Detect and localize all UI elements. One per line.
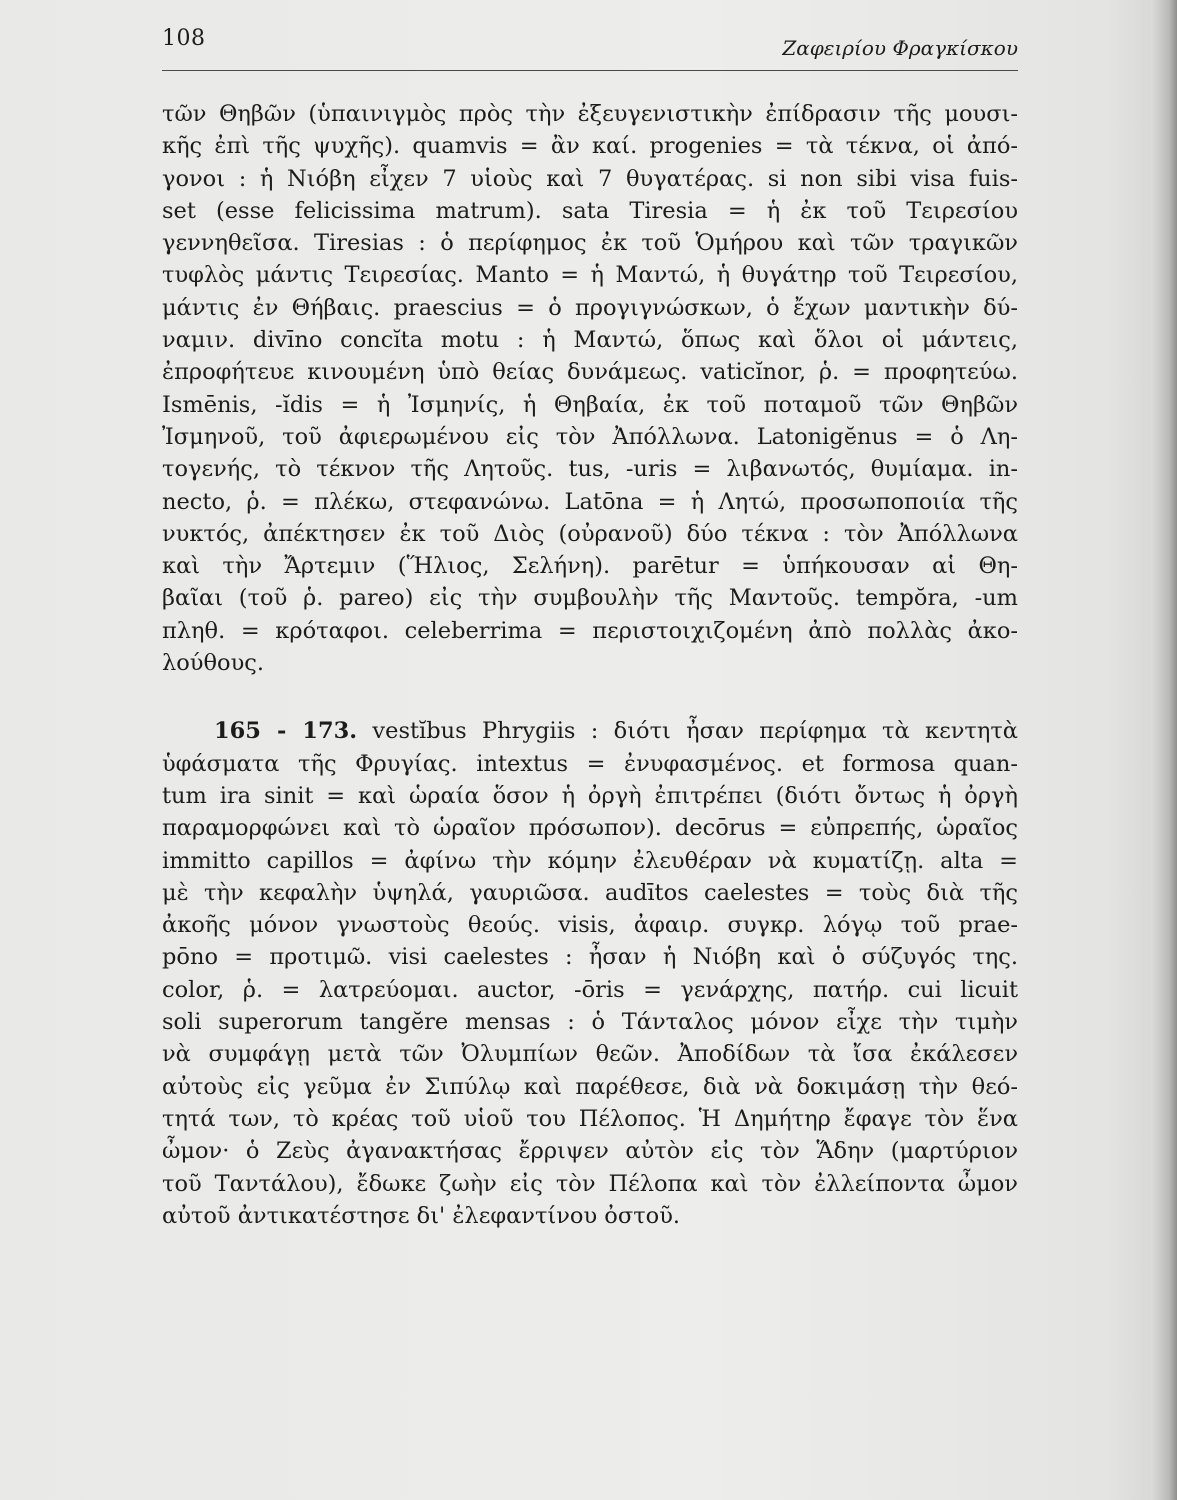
section-number: 165 - 173. <box>214 718 358 745</box>
text-line: γονοι : ἡ Νιόβη εἶχεν 7 υἱοὺς καὶ 7 θυγατέρας. si non sibi visa fuis- <box>162 165 1018 192</box>
text-line: κῆς ἐπὶ τῆς ψυχῆς). quamvis = ἂν καί. progenies = τὰ τέκνα, οἱ ἀπό- <box>162 133 1018 160</box>
text-line: ναμιν. divīno concĭta motu : ἡ Μαντώ, ὅπως καὶ ὅλοι οἱ μάντεις, <box>162 327 1018 354</box>
text-line: τοῦ Ταντάλου), ἔδωκε ζωὴν εἰς τὸν Πέλοπα καὶ τὸν ἐλλείποντα ὦμον <box>162 1170 1018 1197</box>
text-line: ὑφάσματα τῆς Φρυγίας. intextus = ἐνυφασμένος. et formosa quan- <box>162 750 1018 777</box>
page-header <box>162 22 1018 62</box>
text-line: λούθους. <box>162 650 265 677</box>
text-line: καὶ τὴν Ἄρτεμιν (Ἥλιος, Σελήνη). parētur = ὑπήκουσαν αἱ Θη- <box>162 553 1018 580</box>
page-number: 108 <box>162 26 206 51</box>
text-line: pōno = προτιμῶ. visi caelestes : ἦσαν ἡ Νιόβη καὶ ὁ σύζυγός της. <box>162 944 1018 971</box>
text-line: νυκτός, ἀπέκτησεν ἐκ τοῦ Διὸς (οὐρανοῦ) δύο τέκνα : τὸν Ἀπόλλωνα <box>162 520 1018 547</box>
text-line: αὐτοῦ ἀντικατέστησε δι' ἐλεφαντίνου ὀστοῦ. <box>162 1202 681 1229</box>
text-line: soli superorum tangĕre mensas : ὁ Τάνταλος μόνον εἶχε τὴν τιμὴν <box>162 1009 1018 1036</box>
paragraph-notes-continued <box>162 98 1018 679</box>
section-first-line <box>162 715 1018 747</box>
text-line: Ἰσμηνοῦ, τοῦ ἀφιερωμένου εἰς τὸν Ἀπόλλωνα. Latonigĕnus = ὁ Λη- <box>162 423 1018 450</box>
text-line: immitto capillos = ἀφίνω τὴν κόμην ἐλευθέραν νὰ κυματίζῃ. alta = <box>162 847 1018 874</box>
text-line: αὐτοὺς εἰς γεῦμα ἐν Σιπύλῳ καὶ παρέθεσε, διὰ νὰ δοκιμάσῃ τὴν θεό- <box>162 1073 1018 1100</box>
text-line: ἀκοῆς μόνον γνωστοὺς θεούς. visis, ἀφαιρ. συγκρ. λόγῳ τοῦ prae- <box>162 912 1018 939</box>
paragraph-section-165-173 <box>162 715 1018 1232</box>
text-line: τογενής, τὸ τέκνον τῆς Λητοῦς. tus, -uris = λιβανωτός, θυμίαμα. in- <box>162 456 1018 483</box>
page-binding-shadow <box>1151 0 1177 1500</box>
text-line: μάντις ἐν Θήβαις. praescius = ὁ προγιγνώσκων, ὁ ἔχων μαντικὴν δύ- <box>162 294 1018 321</box>
text-line: νὰ συμφάγῃ μετὰ τῶν Ὀλυμπίων θεῶν. Ἀποδίδων τὰ ἴσα ἐκάλεσεν <box>162 1041 1018 1068</box>
text-line: ὦμον· ὁ Ζεὺς ἀγανακτήσας ἔρριψεν αὐτὸν εἰς τὸν Ἅδην (μαρτύριον <box>162 1138 1018 1165</box>
text-line: τητά των, τὸ κρέας τοῦ υἱοῦ του Πέλοπος. Ἡ Δημήτηρ ἔφαγε τὸν ἕνα <box>162 1105 1018 1132</box>
header-rule <box>162 70 1018 71</box>
text-line: Ismēnis, -ĭdis = ἡ Ἰσμηνίς, ἡ Θηβαία, ἐκ τοῦ ποταμοῦ τῶν Θηβῶν <box>162 391 1018 418</box>
text-line: παραμορφώνει καὶ τὸ ὡραῖον πρόσωπον). decōrus = εὐπρεπής, ὡραῖος <box>162 815 1018 842</box>
text-line: τῶν Θηβῶν (ὑπαινιγμὸς πρὸς τὴν ἐξευγενιστικὴν ἐπίδρασιν τῆς μουσι- <box>162 101 1018 127</box>
running-title: Ζαφειρίου Φραγκίσκου <box>782 36 1018 60</box>
text-line: set (esse felicissima matrum). sata Tiresia = ἡ ἐκ τοῦ Τειρεσίου <box>162 197 1018 224</box>
section-first-line-text: vestĭbus Phrygiis : διότι ἦσαν περίφημα τὰ κεντητὰ <box>357 718 1018 745</box>
text-line: color, ῥ. = λατρεύομαι. auctor, -ōris = γενάρχης, πατήρ. cui licuit <box>162 976 1018 1003</box>
text-line: μὲ τὴν κεφαλὴν ὑψηλά, γαυριῶσα. audītos caelestes = τοὺς διὰ τῆς <box>162 879 1018 906</box>
text-line: γεννηθεῖσα. Tiresias : ὁ περίφημος ἐκ τοῦ Ὁμήρου καὶ τῶν τραγικῶν <box>162 230 1018 257</box>
text-line: necto, ῥ. = πλέκω, στεφανώνω. Latōna = ἡ Λητώ, προσωποποιία τῆς <box>162 488 1018 515</box>
text-line: πληθ. = κρόταφοι. celeberrima = περιστοιχιζομένη ἀπὸ πολλὰς ἀκο- <box>162 617 1018 644</box>
text-line: tum ira sinit = καὶ ὡραία ὅσον ἡ ὀργὴ ἐπιτρέπει (διότι ὄντως ἡ ὀργὴ <box>162 782 1018 809</box>
text-line: τυφλὸς μάντις Τειρεσίας. Manto = ἡ Μαντώ, ἡ θυγάτηρ τοῦ Τειρεσίου, <box>162 262 1018 289</box>
page-body <box>162 98 1018 1232</box>
text-line: βαῖαι (τοῦ ῥ. pareo) εἰς τὴν συμβουλὴν τῆς Μαντοῦς. tempŏra, -um <box>162 585 1018 612</box>
text-line: ἐπροφήτευε κινουμένη ὑπὸ θείας δυνάμεως. vaticĭnor, ῥ. = προφητεύω. <box>162 359 1018 386</box>
